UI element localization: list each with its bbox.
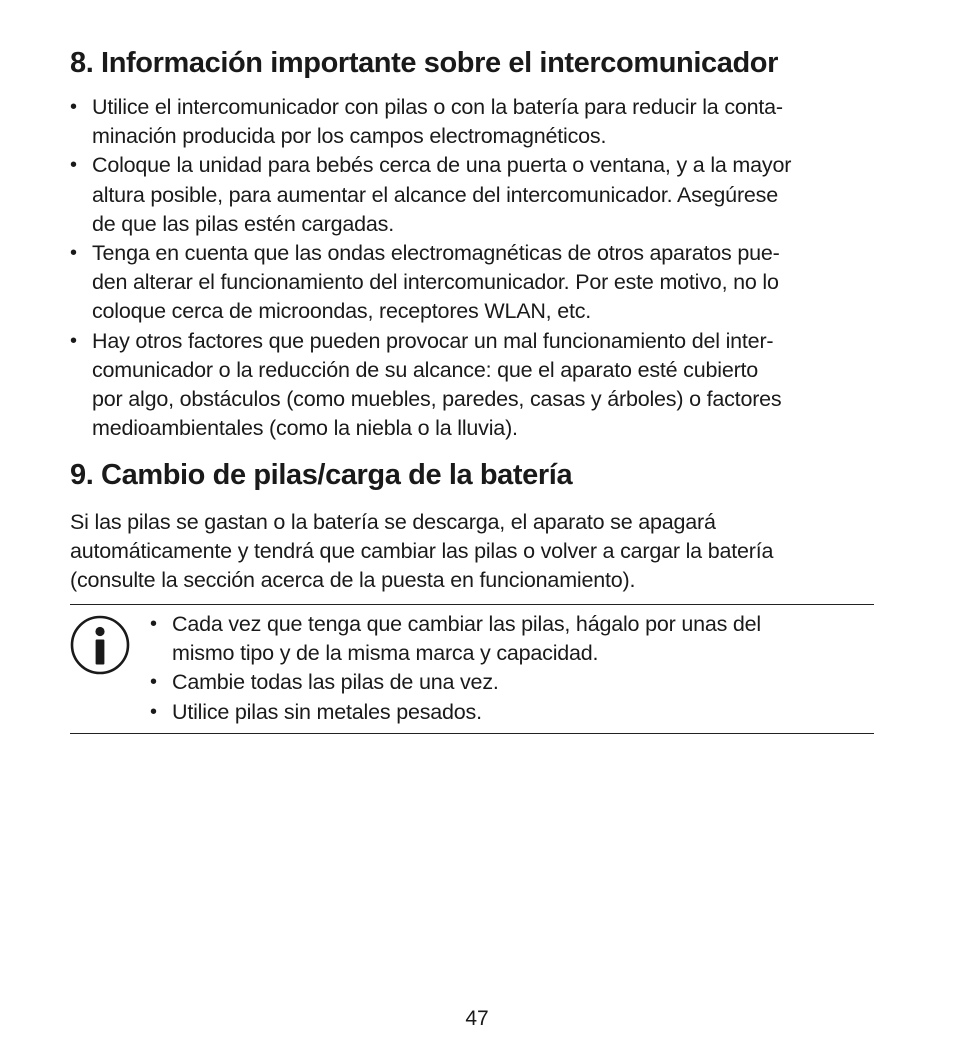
info-icon — [70, 615, 130, 675]
list-item-text: Tenga en cuenta que las ondas electromagnéticas de otros aparatos pue- den alterar el funcionamiento del intercomunicador. Por este motivo, no lo coloque cerca de microondas, receptores WLAN, etc. — [92, 241, 780, 324]
list-item — [70, 151, 876, 239]
list-item — [150, 698, 870, 727]
bullet-dot: • — [150, 671, 157, 694]
page-number: 47 — [465, 1007, 489, 1030]
info-note-box — [70, 604, 874, 734]
list-item — [70, 239, 876, 327]
bullet-dot: • — [150, 700, 157, 723]
list-item-text: Utilice el intercomunicador con pilas o con la batería para reducir la conta- minación producida por los campos electromagnéticos. — [92, 95, 783, 149]
section-8-heading: 8. Información importante sobre el intercomunicador — [70, 47, 778, 79]
list-item — [150, 610, 870, 668]
section-8-bullet-list — [70, 93, 876, 443]
list-item — [150, 668, 870, 697]
section-9-paragraph: Si las pilas se gastan o la batería se descarga, el aparato se apagará automáticamente y tendrá que cambiar las pilas o volver a cargar la batería (consulte la sección acerca de la puesta en funcionamiento). — [70, 510, 774, 593]
list-item-text: Coloque la unidad para bebés cerca de una puerta o ventana, y a la mayor altura posible, para aumentar el alcance del intercomunicador. Asegúrese de que las pilas estén cargadas. — [92, 153, 792, 236]
section-9-heading: 9. Cambio de pilas/carga de la batería — [70, 459, 573, 491]
bullet-dot: • — [70, 154, 77, 177]
list-item — [70, 93, 876, 151]
bullet-dot: • — [70, 329, 77, 352]
bullet-dot: • — [150, 613, 157, 635]
list-item-text: Hay otros factores que pueden provocar un mal funcionamiento del inter- comunicador o la reducción de su alcance: que el aparato esté cubierto por algo, obstáculos (como muebles, paredes, casas y árboles) o factores medioambientales (como la niebla o la lluvia). — [92, 328, 782, 441]
note-bullet-list — [150, 610, 870, 727]
list-item-text: Cada vez que tenga que cambiar las pilas, hágalo por unas del mismo tipo y de la misma marca y capacidad. — [172, 612, 762, 666]
list-item-text: Cambie todas las pilas de una vez. — [172, 670, 499, 695]
list-item — [70, 327, 876, 444]
bullet-dot: • — [70, 96, 77, 118]
bullet-dot: • — [70, 242, 77, 265]
list-item-text: Utilice pilas sin metales pesados. — [172, 699, 482, 724]
